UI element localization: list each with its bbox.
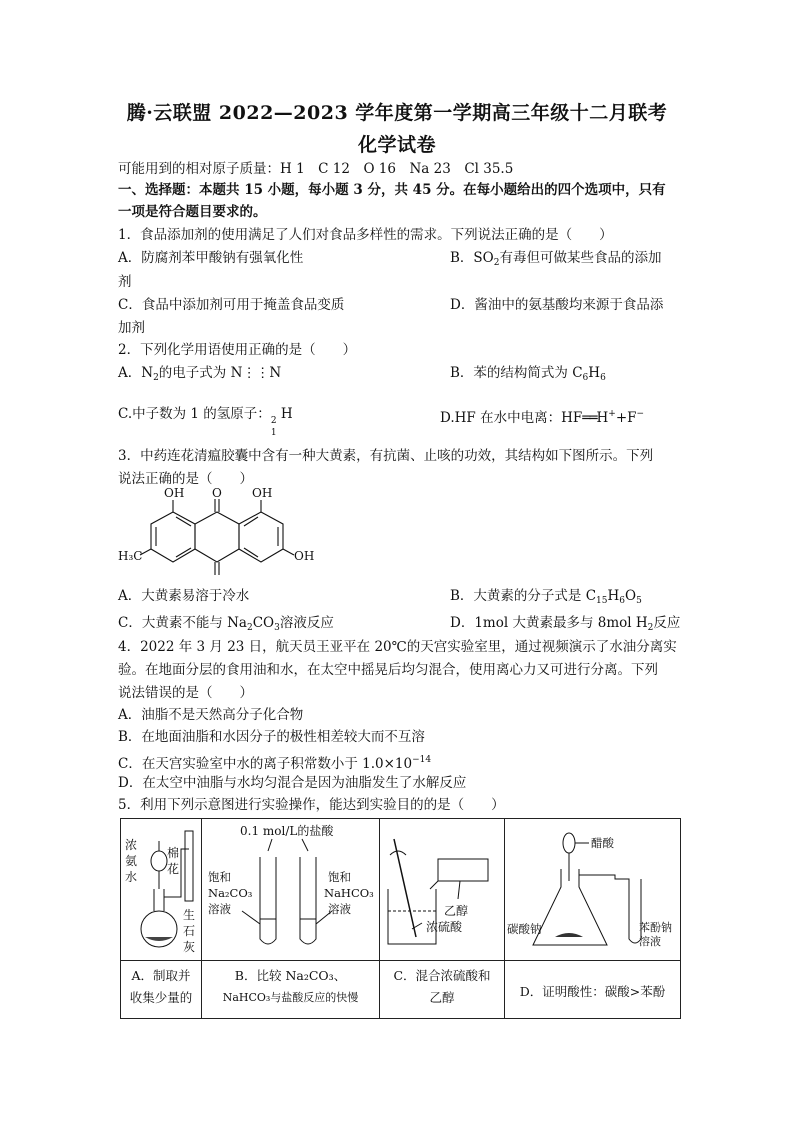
q1-stem: 1．食品添加剂的使用满足了人们对食品多样性的需求。下列说法正确的是（ ）: [118, 227, 613, 243]
q4-stem-line2: 验。在地面分层的食用油和水，在太空中摇晃后均匀混合，使用离心力又可进行分离。下列: [118, 662, 658, 678]
q1-option-a: A．防腐剂苯甲酸钠有强氧化性: [118, 250, 304, 266]
q2-stem: 2．下列化学用语使用正确的是（ ）: [118, 342, 357, 358]
q3-option-d: D．1mol 大黄素最多与 8mol $H_2$反应: [450, 615, 681, 633]
struct-label-oh2: OH: [252, 486, 273, 500]
q4-option-d: D．在太空中油脂与水均匀混合是因为油脂发生了水解反应: [118, 775, 467, 791]
q4-option-a: A．油脂不是天然高分子化合物: [118, 707, 304, 723]
q4-option-b: B．在地面油脂和水因分子的极性相差较大而不互溶: [118, 729, 425, 745]
emodin-structure-diagram: [118, 484, 315, 584]
caption-a: A．制取并 收集少量的: [121, 961, 202, 1019]
fig-a-label-r2: 花: [167, 862, 180, 876]
q3-stem-line1: 3．中药连花清瘟胶囊中含有一种大黄素，有抗菌、止咳的功效，其结构如下图所示。下列: [118, 448, 654, 464]
q3-option-a: A．大黄素易溶于冷水: [118, 588, 250, 604]
fig-d-label-left: 碳酸钠: [507, 922, 542, 936]
q2-option-a: A．$N_2$的电子式为 N⋮⋮N: [118, 365, 282, 383]
fig-d-flask-apparatus: [505, 819, 680, 957]
fig-a-label-l2: 氨: [125, 854, 138, 868]
fig-b-label-l3: 溶液: [208, 902, 231, 916]
fig-b-label-r3: 溶液: [328, 902, 351, 916]
struct-label-oh1: OH: [164, 486, 185, 500]
fig-b-label-r2: NaHCO₃: [324, 886, 374, 900]
q5-stem: 5．利用下列示意图进行实验操作，能达到实验目的的是（ ）: [118, 797, 505, 813]
fig-d-label-top: 醋酸: [591, 836, 614, 850]
fig-b-label-l1: 饱和: [208, 870, 231, 884]
q2-option-b: B．苯的结构简式为 $C_6H_6$: [450, 365, 606, 383]
q4-stem-line1: 4．2022 年 3 月 23 日，航天员王亚平在 20℃的天宫实验室里，通过视频演示了水油分离实: [118, 639, 677, 655]
fig-c-mixing-apparatus: [380, 819, 504, 957]
q2-option-c: C.中子数为 1 的氢原子： 2 1 H: [118, 406, 293, 438]
fig-a-cell: [121, 819, 202, 961]
fig-b-label-r1: 饱和: [328, 870, 351, 884]
fig-a-ammonia-apparatus: [121, 819, 201, 957]
exam-subtitle: 化学试卷: [357, 134, 436, 156]
fig-a-label-l1: 浓: [125, 838, 138, 852]
caption-d: D．证明酸性：碳酸>苯酚: [505, 961, 681, 1019]
q4-stem-line3: 说法错误的是（ ）: [118, 685, 253, 701]
fig-b-test-tubes: [202, 819, 379, 957]
q1-option-b-wrap: 剂: [118, 274, 132, 290]
section-instruction-line1: 一、选择题：本题共 15 小题，每小题 3 分，共 45 分。在每小题给出的四个选项中，只有: [118, 182, 666, 198]
struct-label-oh3: OH: [294, 549, 315, 563]
struct-label-ch3: H₃C: [118, 549, 143, 563]
fig-b-label-l2: Na₂CO₃: [208, 886, 253, 900]
q1-option-b: B．$SO_2$有毒但可做某些食品的添加: [450, 250, 662, 268]
fig-c-label-l1: 乙醇: [444, 904, 469, 918]
fig-d-label-r2: 溶液: [639, 935, 661, 948]
q3-option-c: C．大黄素不能与 $Na_2CO_3$溶液反应: [118, 615, 334, 633]
fig-a-label-l3: 水: [125, 870, 138, 884]
caption-b: B．比较 Na₂CO₃、 NaHCO₃与盐酸反应的快慢: [202, 961, 380, 1019]
fig-b-cell: [202, 819, 380, 961]
struct-label-o-top: O: [212, 486, 222, 500]
fig-a-label-s2: 石: [183, 924, 196, 938]
fig-a-label-s1: 生: [183, 908, 196, 922]
q5-apparatus-table: [120, 818, 681, 1019]
q3-option-b: B．大黄素的分子式是 $C_{15}H_6O_5$: [450, 588, 642, 606]
q1-option-c: C．食品中添加剂可用于掩盖食品变质: [118, 297, 345, 313]
fig-c-cell: [380, 819, 505, 961]
q3-stem-line2: 说法正确的是（ ）: [118, 471, 253, 487]
fig-b-label-top: 0.1 mol/L的盐酸: [240, 824, 334, 838]
caption-c: C．混合浓硫酸和 乙醇: [380, 961, 505, 1019]
fig-c-label-l2: 浓硫酸: [426, 920, 463, 934]
fig-a-label-r1: 棉: [167, 846, 180, 860]
section-instruction-line2: 一项是符合题目要求的。: [118, 204, 267, 220]
atomic-masses: 可能用到的相对原子质量：H 1 C 12 O 16 Na 23 Cl 35.5: [118, 161, 514, 177]
fig-a-label-s3: 灰: [183, 940, 196, 954]
q2-option-d: D.HF 在水中电离：HF══H++F−: [440, 409, 645, 426]
q4-option-c: C．在天宫实验室中水的离子积常数小于 $1.0\times 10^{-14}$: [118, 755, 432, 772]
fig-d-cell: [505, 819, 681, 961]
exam-title: 腾·云联盟 2022—2023 学年度第一学期高三年级十二月联考: [126, 102, 668, 124]
q1-option-d-wrap: 加剂: [118, 320, 145, 336]
fig-d-label-r1: 苯酚钠: [639, 921, 672, 934]
q1-option-d: D．酱油中的氨基酸均来源于食品添: [450, 297, 664, 313]
